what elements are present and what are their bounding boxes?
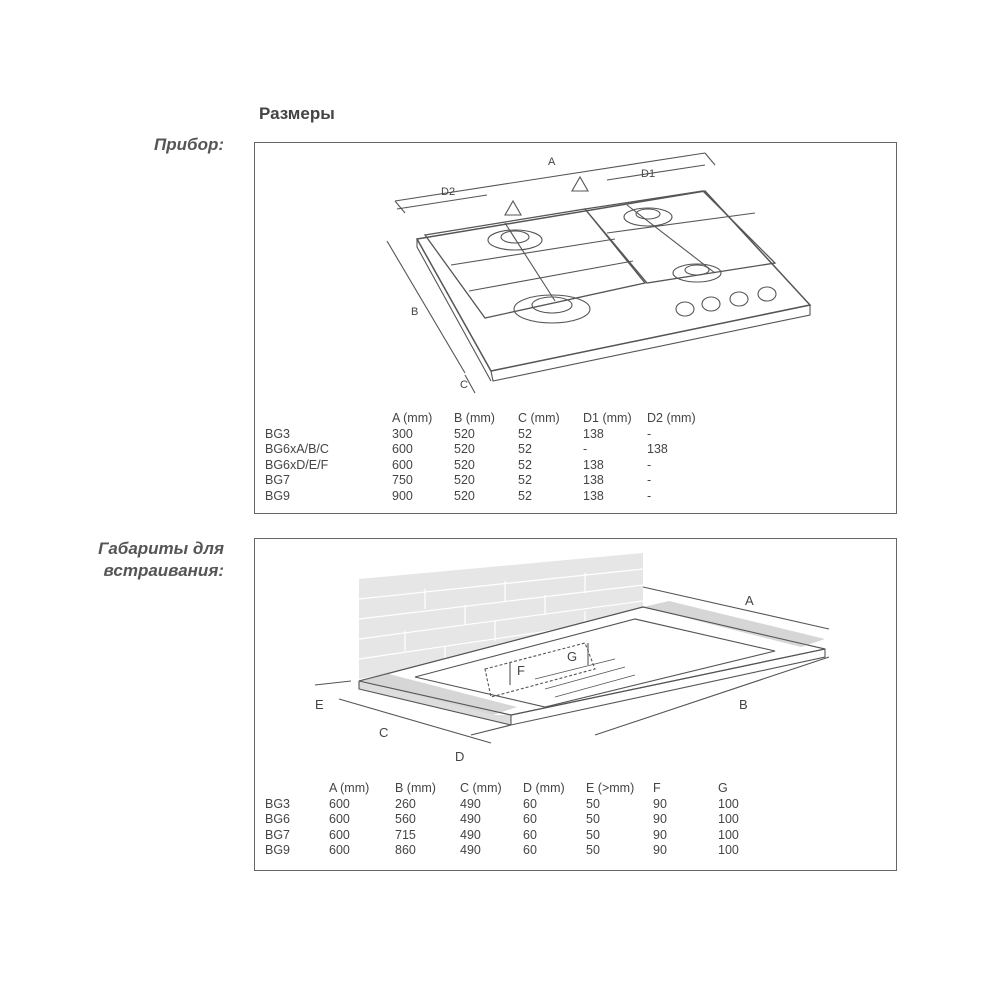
label-d: D [455, 749, 465, 764]
appliance-table-header [265, 411, 725, 427]
col-header-d2: D2 (mm) [647, 411, 696, 425]
value-a: 600 [392, 442, 413, 456]
value-e: 50 [586, 812, 600, 826]
table-row [265, 797, 785, 813]
value-f: 90 [653, 796, 667, 811]
model-name: BG6xA/B/C [265, 442, 329, 456]
label-g: G [567, 649, 578, 664]
cutout-drawing [255, 539, 895, 769]
col-header-d: D (mm) [523, 781, 565, 795]
value-f: 90 [653, 812, 667, 826]
value-d1: 138 [583, 473, 604, 487]
page-title: Размеры [259, 104, 335, 123]
value-a: 750 [392, 473, 413, 487]
value-c: 490 [460, 843, 481, 857]
col-header-a: A (mm) [329, 781, 370, 795]
hob-body [417, 191, 810, 371]
burner-left-rear [488, 230, 542, 250]
model-name: BG7 [265, 473, 291, 487]
model-name: BG6 [265, 812, 291, 826]
builtin-panel [254, 538, 897, 871]
knob-3 [730, 292, 748, 306]
col-header-c: C (mm) [460, 781, 502, 795]
value-d2: - [647, 473, 652, 487]
value-b: 520 [454, 457, 475, 472]
builtin-label-line2: встраивания: [103, 561, 224, 580]
value-a: 300 [392, 426, 413, 441]
knob-1 [676, 302, 694, 316]
value-c: 52 [518, 457, 532, 472]
value-b: 520 [454, 473, 475, 487]
value-f: 90 [653, 827, 667, 842]
col-header-e: E (>mm) [586, 781, 635, 795]
value-c: 52 [518, 426, 532, 441]
value-d1: 138 [583, 457, 604, 472]
col-header-b: B (mm) [395, 781, 436, 795]
col-header-g: G [718, 781, 728, 795]
value-c: 490 [460, 827, 481, 842]
value-a: 900 [392, 488, 413, 503]
value-c: 52 [518, 488, 532, 503]
value-g: 100 [718, 827, 739, 842]
value-c: 490 [460, 796, 481, 811]
label-d1: D1 [641, 168, 656, 180]
col-header-f: F [653, 781, 661, 795]
value-c: 52 [518, 442, 532, 456]
table-row [265, 828, 785, 844]
value-e: 50 [586, 796, 600, 811]
value-c: 52 [518, 473, 532, 487]
appliance-table [265, 411, 725, 504]
table-row [265, 812, 785, 828]
dim-line-b [387, 241, 465, 373]
hob-drawing [255, 143, 895, 403]
table-row [265, 458, 725, 474]
value-d2: - [647, 457, 652, 472]
model-name: BG3 [265, 426, 291, 441]
table-row [265, 442, 725, 458]
value-f: 90 [653, 843, 667, 857]
dim-line-d [471, 725, 511, 735]
builtin-table-header [265, 781, 785, 797]
value-a: 600 [392, 457, 413, 472]
appliance-panel [254, 142, 897, 514]
value-d: 60 [523, 843, 537, 857]
label-a: A [548, 156, 556, 168]
model-name: BG9 [265, 843, 291, 857]
value-e: 50 [586, 843, 600, 857]
value-c: 490 [460, 812, 481, 826]
value-g: 100 [718, 796, 739, 811]
value-b: 860 [395, 843, 416, 857]
label-c: C [379, 725, 389, 740]
value-g: 100 [718, 812, 739, 826]
label-d2: D2 [441, 186, 456, 198]
builtin-label [40, 538, 224, 582]
builtin-table [265, 781, 785, 859]
value-d: 60 [523, 796, 537, 811]
value-b: 520 [454, 488, 475, 503]
burner-right-rear [624, 208, 672, 226]
label-a: A [745, 593, 754, 608]
label-b: B [739, 697, 748, 712]
table-row [265, 427, 725, 443]
label-b: B [411, 306, 419, 318]
label-e: E [315, 697, 324, 712]
value-d: 60 [523, 812, 537, 826]
knob-2 [702, 297, 720, 311]
value-d1: 138 [583, 488, 604, 503]
model-name: BG7 [265, 827, 291, 842]
col-header-c: C (mm) [518, 411, 560, 425]
value-a: 600 [329, 812, 350, 826]
label-f: F [517, 663, 525, 678]
hob-front-edge [491, 305, 810, 381]
model-name: BG6xD/E/F [265, 457, 329, 472]
value-a: 600 [329, 843, 350, 857]
value-d2: - [647, 488, 652, 503]
value-b: 520 [454, 442, 475, 456]
value-d: 60 [523, 827, 537, 842]
appliance-label: Прибор: [154, 135, 224, 154]
table-row [265, 489, 725, 505]
warning-triangle-1 [505, 201, 521, 215]
table-row [265, 843, 785, 859]
builtin-label-line1: Габариты для [98, 539, 224, 558]
value-b: 260 [395, 796, 416, 811]
dim-line-d1 [607, 165, 705, 180]
value-d2: 138 [647, 442, 668, 456]
value-b: 715 [395, 827, 416, 842]
value-b: 560 [395, 812, 416, 826]
value-a: 600 [329, 796, 350, 811]
value-d1: - [583, 442, 588, 456]
col-header-b: B (mm) [454, 411, 495, 425]
col-header-d1: D1 (mm) [583, 411, 632, 425]
value-g: 100 [718, 843, 739, 857]
value-b: 520 [454, 426, 475, 441]
warning-triangle-2 [572, 177, 588, 191]
value-d2: - [647, 426, 652, 441]
value-a: 600 [329, 827, 350, 842]
col-header-a: A (mm) [392, 411, 433, 425]
label-c: C [460, 379, 468, 391]
model-name: BG3 [265, 796, 291, 811]
model-name: BG9 [265, 488, 291, 503]
value-e: 50 [586, 827, 600, 842]
dim-line-e [315, 681, 351, 685]
value-d1: 138 [583, 426, 604, 441]
knob-4 [758, 287, 776, 301]
table-row [265, 473, 725, 489]
